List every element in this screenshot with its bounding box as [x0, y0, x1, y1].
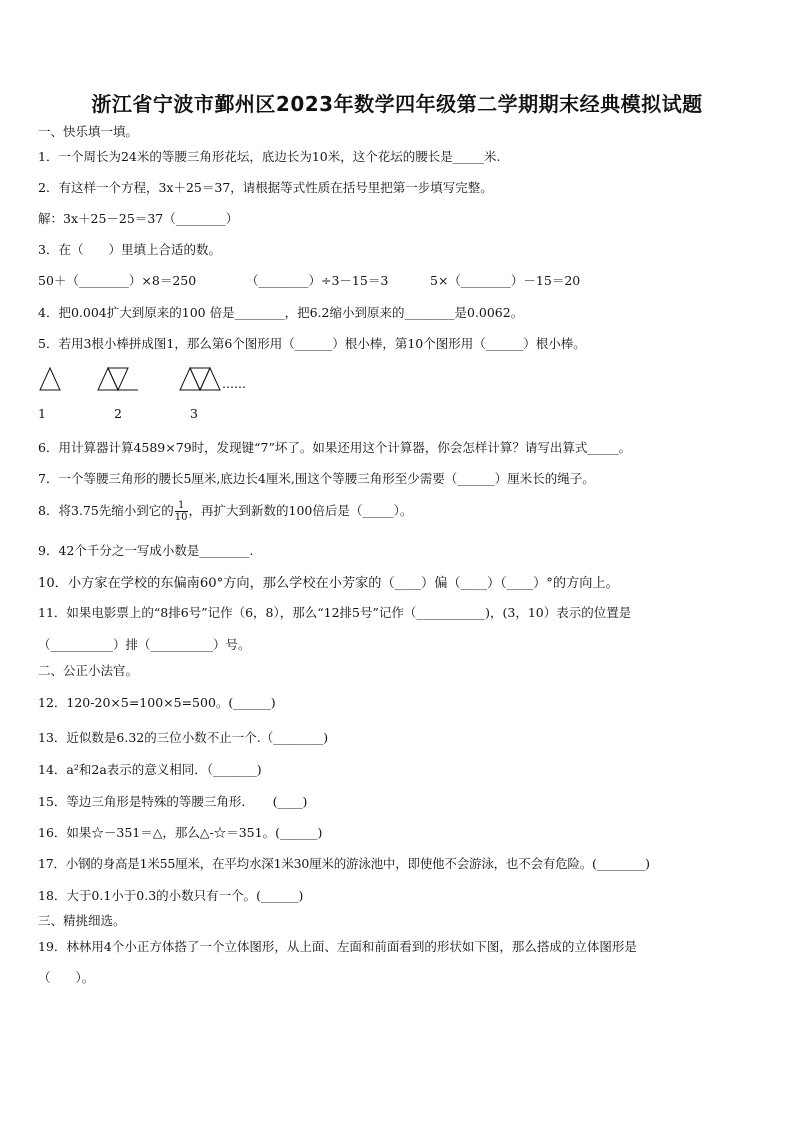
question-7: 7．一个等腰三角形的腰长5厘米,底边长4厘米,围这个等腰三角形至少需要（______）厘米长的绳子。	[38, 471, 595, 486]
question-2-solution: 解：3x＋25－25＝37（________）	[38, 211, 239, 226]
question-16: 16．如果☆－351＝△，那么△-☆＝351。(______)	[38, 825, 323, 840]
question-4: 4．把0.004扩大到原来的100 倍是________，把6.2缩小到原来的________是0.0062。	[38, 305, 524, 320]
question-8-suffix: ，再扩大到新数的100倍后是（_____）。	[188, 503, 413, 518]
section-1-heading: 一、快乐填一填。	[38, 124, 139, 139]
question-14: 14．a²和2a表示的意义相同．（_______)	[38, 762, 262, 777]
question-13: 13．近似数是6.32的三位小数不止一个.（________)	[38, 730, 329, 745]
question-9: 9．42个千分之一写成小数是________.	[38, 543, 254, 558]
figure-3-triangles	[180, 368, 220, 390]
question-17: 17．小钢的身高是1米55厘米，在平均水深1米30厘米的游泳池中，即使他不会游泳，也不会有危险。(________)	[38, 856, 650, 871]
fraction-numerator: 1	[175, 500, 188, 512]
figures-ellipsis: ……	[222, 377, 246, 391]
fraction-denominator: 10	[174, 512, 188, 523]
question-12: 12．120-20×5=100×5=500。(______)	[38, 695, 276, 710]
exam-title: 浙江省宁波市鄞州区2023年数学四年级第二学期期末经典模拟试题	[91, 92, 703, 116]
question-19-answer-blank: （ ）。	[38, 970, 95, 985]
question-15: 15．等边三角形是特殊的等腰三角形． (____)	[38, 794, 308, 809]
question-3-item-a: 50＋（________）×8＝250	[38, 273, 197, 288]
question-5: 5．若用3根小棒拼成图1，那么第6个图形用（______）根小棒，第10个图形用（______）根小棒。	[38, 336, 586, 351]
figure-2-triangles	[98, 368, 138, 390]
figure-label-3: 3	[190, 406, 198, 421]
section-2-heading: 二、公正小法官。	[38, 663, 139, 678]
matchstick-figures	[38, 364, 278, 394]
question-18: 18．大于0.1小于0.3的小数只有一个。(______)	[38, 888, 304, 903]
figure-1-triangle	[40, 368, 60, 390]
question-1: 1．一个周长为24米的等腰三角形花坛，底边长为10米，这个花坛的腰长是_____米.	[38, 149, 501, 164]
question-3-item-b: （________）÷3－15＝3	[246, 273, 389, 288]
figure-label-1: 1	[38, 406, 46, 421]
question-19: 19．林林用4个小正方体搭了一个立体图形，从上面、左面和前面看到的形状如下图，那么搭成的立体图形是	[38, 939, 637, 954]
question-3-item-c: 5×（________）－15＝20	[430, 273, 581, 288]
question-6: 6．用计算器计算4589×79时，发现键“7”坏了。如果还用这个计算器，你会怎样计算？请写出算式_____。	[38, 440, 632, 455]
question-3: 3．在（ ）里填上合适的数。	[38, 242, 221, 257]
fraction-one-tenth	[175, 500, 188, 523]
figure-label-2: 2	[114, 406, 122, 421]
section-3-heading: 三、精挑细选。	[38, 913, 126, 928]
question-2: 2．有这样一个方程，3x＋25＝37，请根据等式性质在括号里把第一步填写完整。	[38, 180, 493, 195]
question-8	[38, 500, 412, 523]
question-8-prefix: 8．将3.75先缩小到它的	[38, 503, 174, 518]
question-10: 10．小方家在学校的东偏南60°方向，那么学校在小芳家的（____）偏（____）（____）°的方向上。	[38, 576, 619, 591]
question-11: 11．如果电影票上的“8排6号”记作（6，8），那么“12排5号”记作（___________)，(3，10）表示的位置是	[38, 605, 632, 620]
question-11-continued: （__________）排（__________）号。	[38, 637, 251, 652]
